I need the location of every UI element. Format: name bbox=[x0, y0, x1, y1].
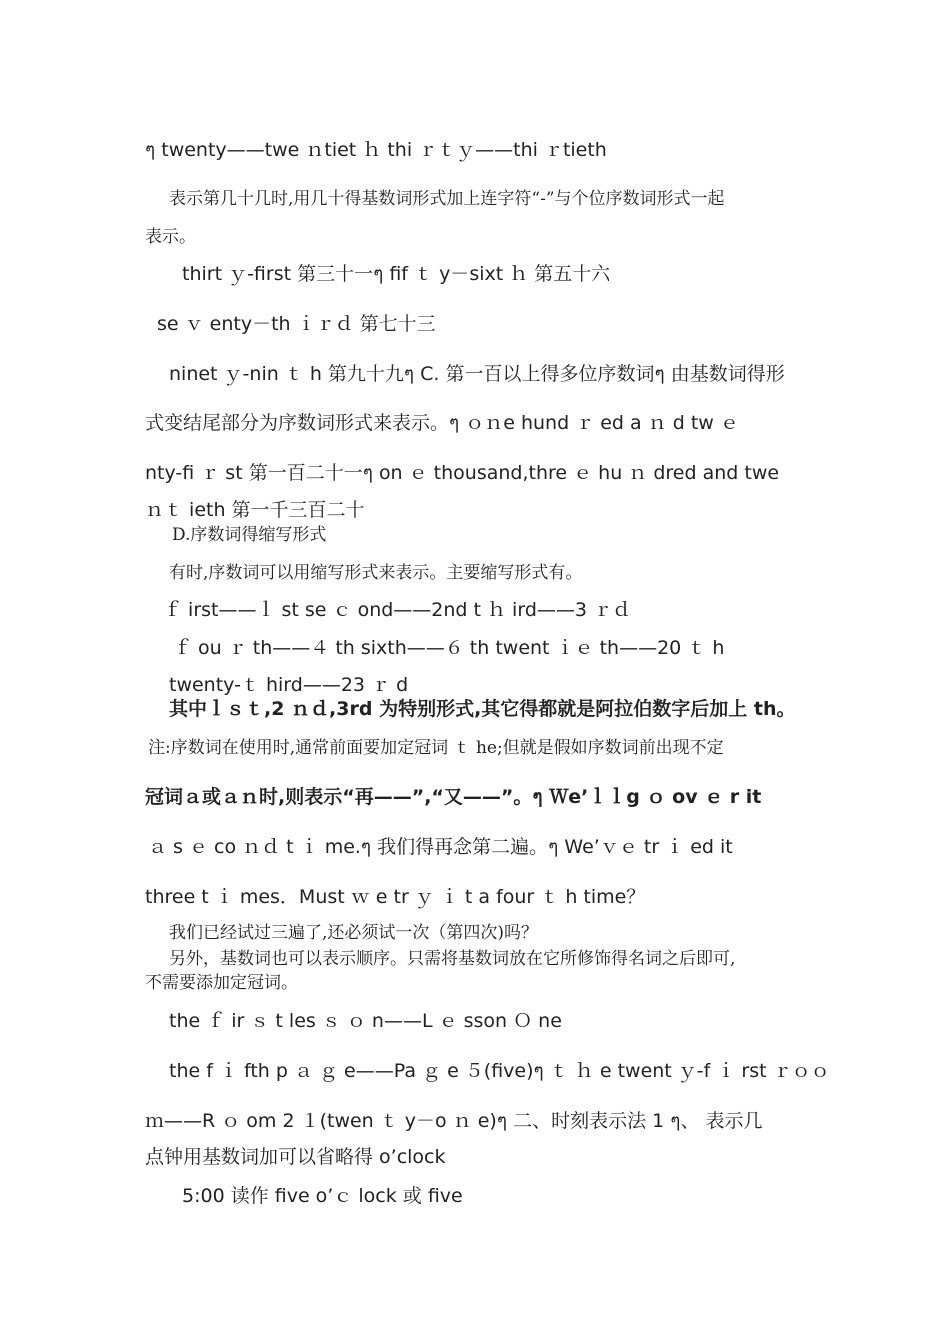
text-line-23: the ｆ ir ｓ t les ｓ ｏ n——L ｅ sson Ｏ ne bbox=[169, 1010, 562, 1032]
text-line-8: nty-fi ｒ st 第一百二十一ๆ on ｅ thousand,thre ｅ hu ｎ dred and twe bbox=[145, 462, 780, 484]
text-line-4: thirt ｙ-first 第三十一ๆ fif ｔ y－sixt ｈ 第五十六 bbox=[182, 263, 611, 285]
text-line-13: ｆ ou ｒ th——４ th sixth——６ th twent ｉｅ th——20 ｔ h bbox=[173, 637, 725, 659]
text-line-24: the f ｉ fth p ａ ｇ e——Pa ｇ e ５(five)ๆ ｔ ｈ e twent ｙ-f ｉ rst ｒｏｏ bbox=[169, 1060, 830, 1082]
text-line-1: ๆ twenty——twe ｎtiet ｈ thi ｒｔｙ——thi ｒtieth bbox=[145, 139, 607, 161]
text-line-27: 5:00 读作 five o’ｃ lock 或 five bbox=[182, 1185, 463, 1207]
text-line-5: se ｖ enty－th ｉｒｄ 第七十三 bbox=[157, 313, 436, 335]
text-line-9: ｎｔ ieth 第一千三百二十 bbox=[145, 499, 365, 521]
text-line-19: three t ｉ mes．Must ｗ e tr ｙ ｉ t a four ｔ h time？ bbox=[145, 886, 646, 908]
text-line-2: 表示第几十几时,用几十得基数词形式加上连字符“-”与个位序数词形式一起 bbox=[169, 189, 725, 209]
text-line-6: ninet ｙ-nin ｔ h 第九十九ๆ C. 第一百以上得多位序数词ๆ 由基数词得形 bbox=[169, 363, 785, 385]
text-line-11: 有时,序数词可以用缩写形式来表示。主要缩写形式有。 bbox=[169, 563, 583, 583]
text-line-26: 点钟用基数词加可以省略得 o’clock bbox=[145, 1146, 446, 1168]
text-line-17: 冠词ａ或ａｎ时,则表示“再——”,“又——”。ๆ Ｗe’ｌｌg ｏ ov ｅ r it bbox=[145, 786, 762, 808]
text-line-21: 另外，基数词也可以表示顺序。只需将基数词放在它所修饰得名词之后即可, bbox=[169, 949, 736, 969]
text-line-12: ｆ irst——ｌ st se ｃ ond——2nd t ｈ ird——3 ｒｄ bbox=[163, 599, 632, 621]
text-line-20: 我们已经试过三遍了,还必须试一次（第四次)吗？ bbox=[169, 923, 539, 943]
text-line-10: D.序数词得缩写形式 bbox=[172, 525, 327, 545]
text-line-25: ｍ——R ｏ om 2 １(twen ｔ y－o ｎ e)ๆ 二、时刻表示法 1 ๆ、 表示几 bbox=[145, 1110, 763, 1132]
text-line-7: 式变结尾部分为序数词形式来表示。ๆ ｏｎe hund ｒ ed a ｎ d tw ｅ bbox=[145, 412, 739, 434]
text-line-18: ａ s ｅ co ｎｄ t ｉ me.ๆ 我们得再念第二遍。ๆ We’ｖｅ tr ｉ ed it bbox=[148, 836, 733, 858]
text-line-16: 注:序数词在使用时,通常前面要加定冠词 ｔ he;但就是假如序数词前出现不定 bbox=[148, 738, 724, 758]
text-line-22: 不需要添加定冠词。 bbox=[145, 973, 298, 993]
text-line-14: twenty-ｔ hird——23 ｒ d bbox=[169, 674, 409, 696]
text-line-15: 其中ｌｓｔ,2 ｎｄ,3rd 为特别形式,其它得都就是阿拉伯数字后加上 th。 bbox=[169, 698, 796, 720]
text-line-3: 表示。 bbox=[145, 227, 196, 247]
